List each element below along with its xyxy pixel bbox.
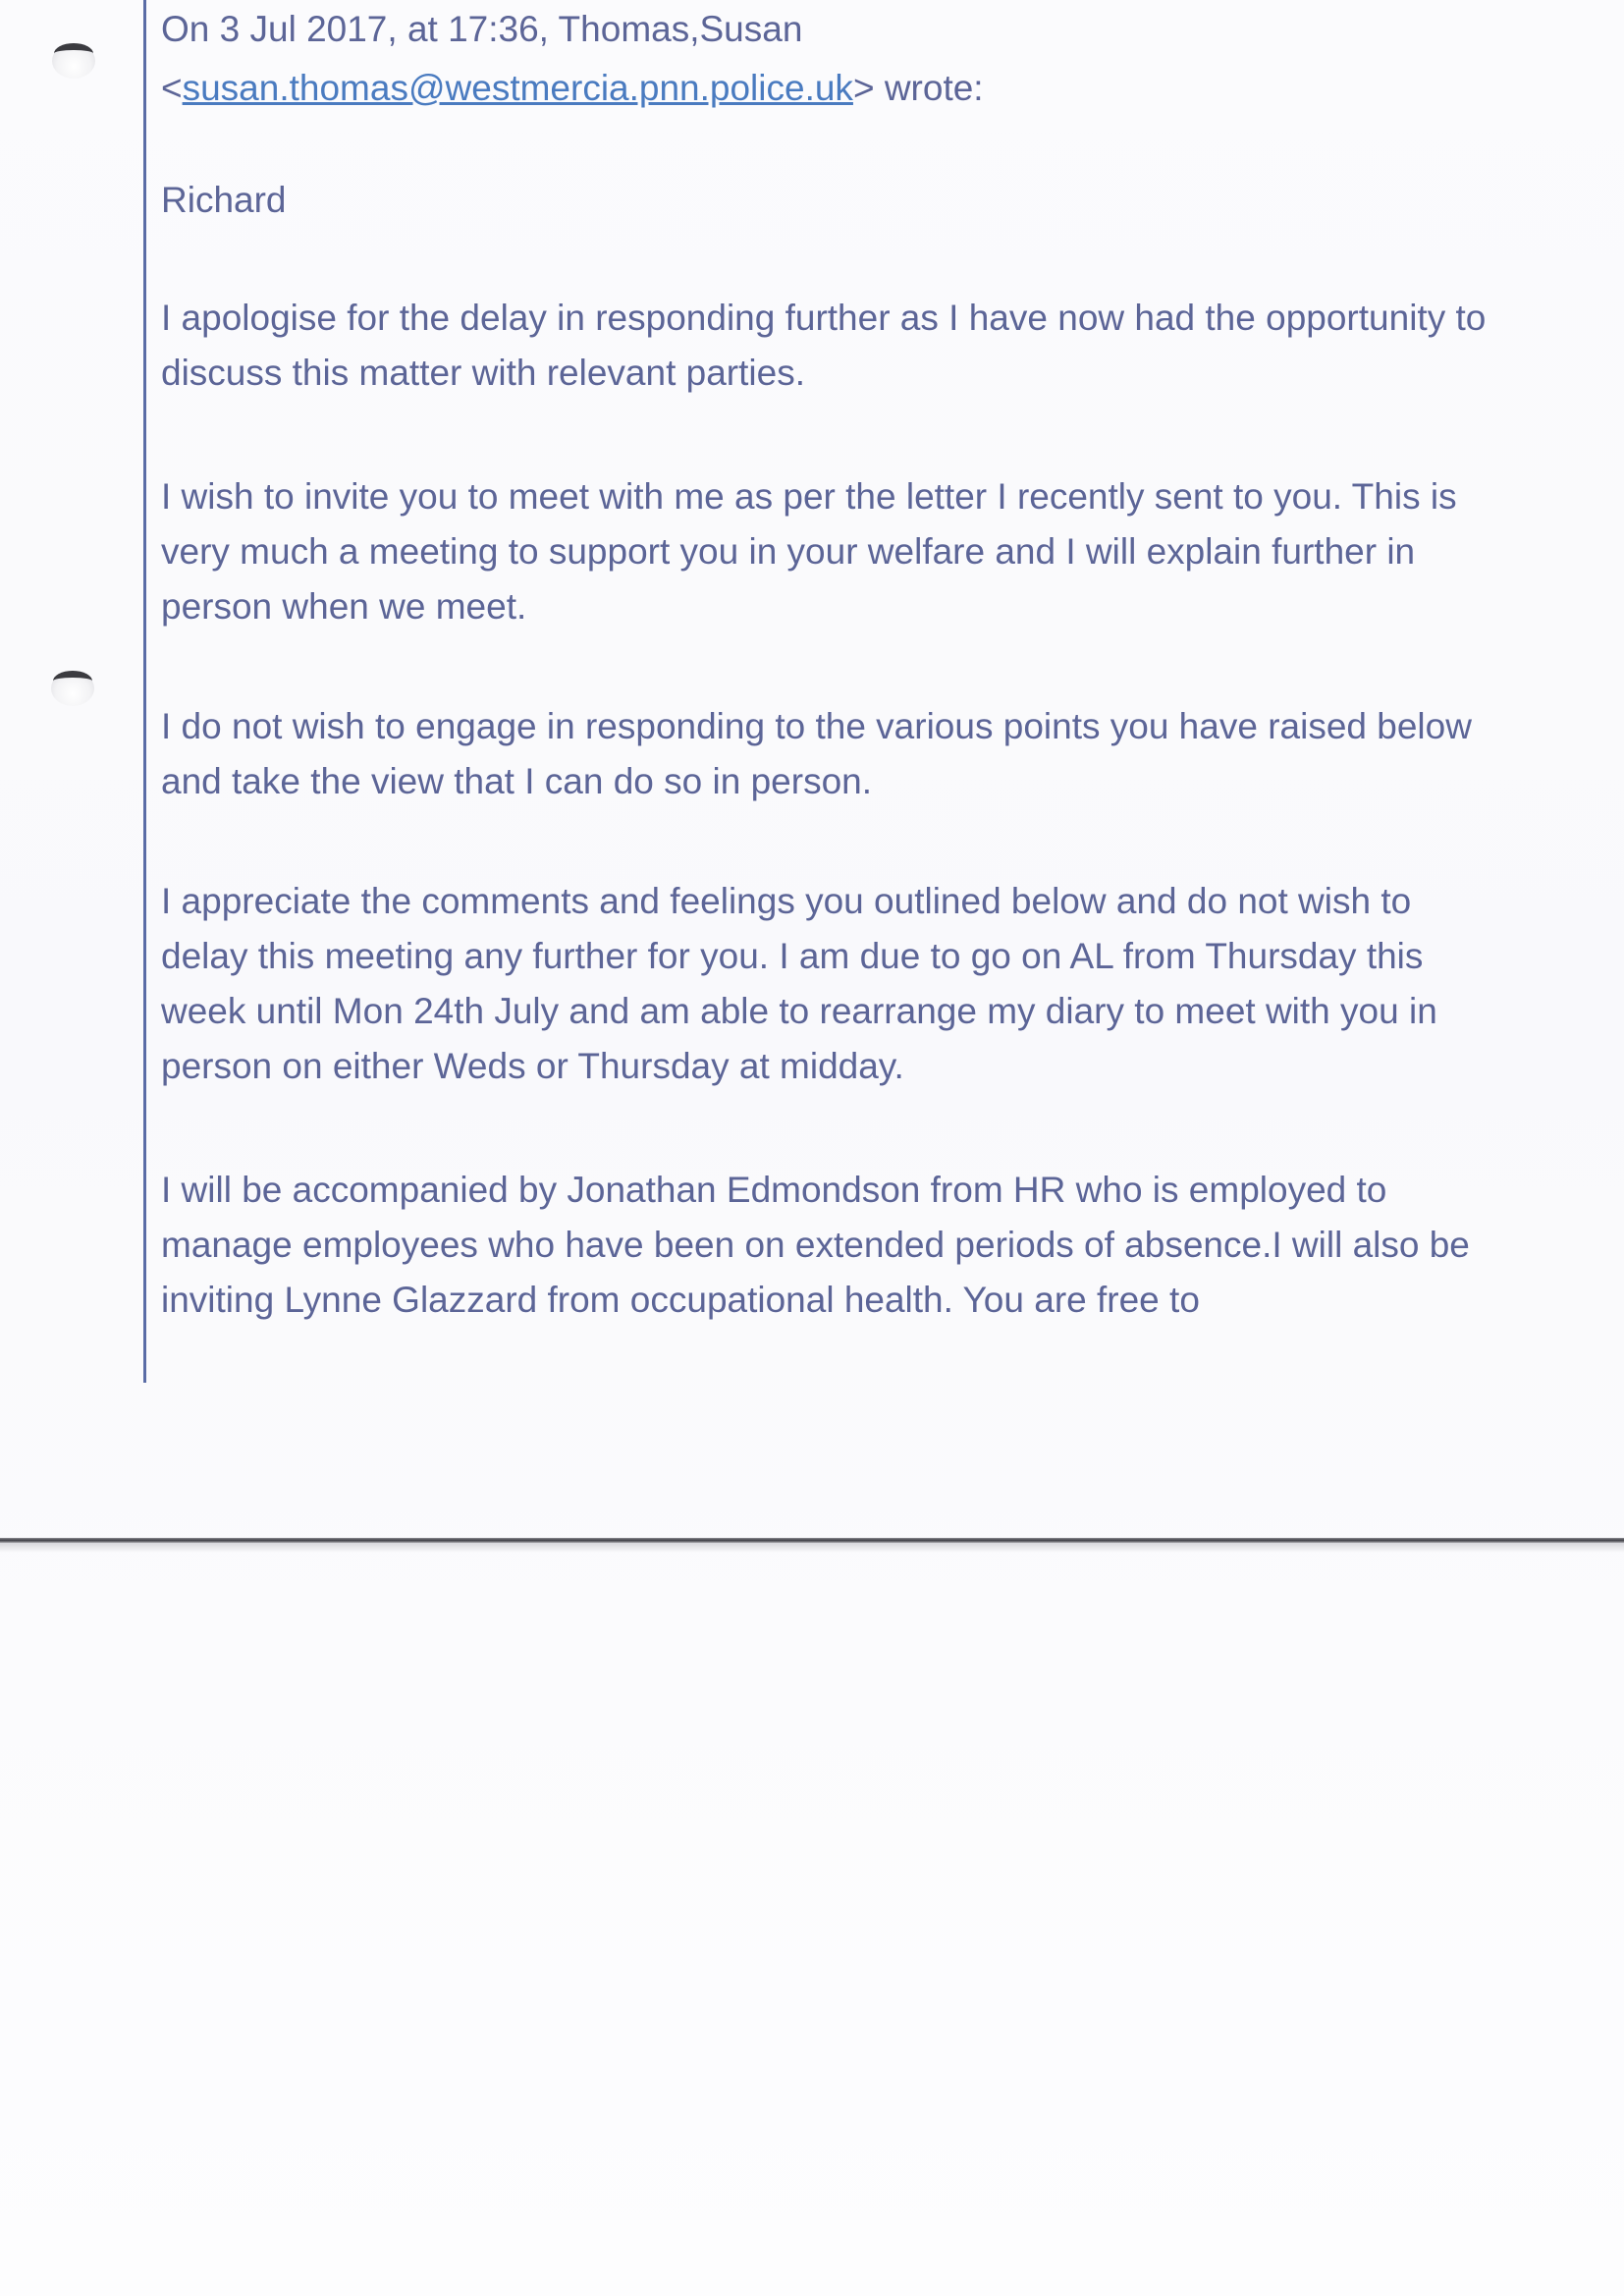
paragraph-apology: I apologise for the delay in responding further as I have now had the opportunity to discuss this matter with relevant parties. (161, 298, 1487, 393)
email-header-date-sender: On 3 Jul 2017, at 17:36, Thomas,Susan (161, 9, 803, 49)
paragraph-scheduling: I appreciate the comments and feelings you outlined below and do not wish to delay this meeting any further for you. I am due to go on AL from Thursday this week until Mon 24th July and am able to rearrange my diary to meet with you in person on either Weds or Thursday at midday. (161, 881, 1437, 1086)
paragraph-points: I do not wish to engage in responding to the various points you have raised below and take the view that I can do so in person. (161, 706, 1472, 801)
paragraph-invitation: I wish to invite you to meet with me as per the letter I recently sent to you. This is very much a meeting to support you in your welfare and I will explain further in person when we meet. (161, 476, 1457, 627)
email-header-address-line (161, 61, 984, 116)
open-bracket: < (161, 68, 183, 108)
paragraph-attendees: I will be accompanied by Jonathan Edmondson from HR who is employed to manage employees who have been on extended periods of absence.I will also be inviting Lynne Glazzard from occupational health. You are free to (161, 1170, 1470, 1320)
page-fold-shadow (0, 1543, 1624, 1553)
salutation: Richard (161, 180, 287, 220)
quote-bar (143, 0, 146, 1383)
wrote-suffix: > wrote: (852, 68, 984, 108)
punch-hole-middle (51, 671, 94, 706)
punch-hole-top (52, 43, 95, 79)
sender-email-link[interactable]: susan.thomas@westmercia.pnn.police.uk (182, 68, 853, 108)
